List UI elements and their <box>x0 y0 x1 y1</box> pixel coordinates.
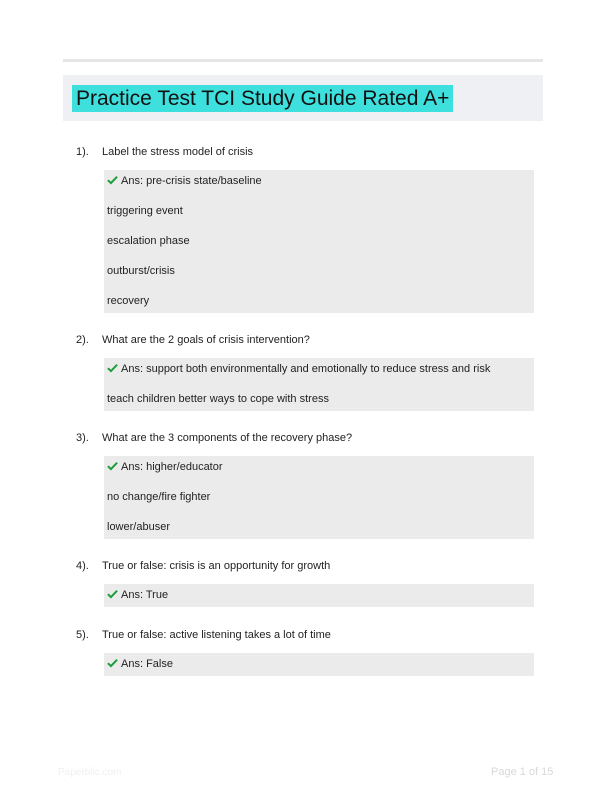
answer-box <box>104 170 534 313</box>
check-icon <box>107 363 118 373</box>
answer-text: outburst/crisis <box>107 265 175 277</box>
answer-prefix: Ans: <box>121 461 147 473</box>
answer-text: no change/fire fighter <box>107 491 211 503</box>
question-number: 1). <box>76 146 89 158</box>
top-divider <box>63 59 543 62</box>
answer-box <box>104 358 534 411</box>
answer-text: lower/abuser <box>107 521 170 533</box>
answer-line-primary <box>107 656 173 672</box>
answer-line-primary <box>107 173 262 189</box>
answer-line-primary <box>107 587 168 603</box>
check-icon <box>107 175 118 185</box>
question-text: What are the 2 goals of crisis intervention? <box>102 334 310 346</box>
answer-line <box>107 203 183 219</box>
answer-box <box>104 584 534 607</box>
answer-prefix: Ans: <box>121 658 147 670</box>
question-number: 4). <box>76 560 89 572</box>
answer-line <box>107 263 175 279</box>
question-text: Label the stress model of crisis <box>102 146 254 158</box>
answer-text: escalation phase <box>107 235 190 247</box>
answer-box <box>104 653 534 676</box>
answer-text: recovery <box>107 295 150 307</box>
page-title: Practice Test TCI Study Guide Rated A+ <box>72 85 453 112</box>
question-number: 3). <box>76 432 89 444</box>
check-icon <box>107 461 118 471</box>
answer-text: higher/educator <box>146 461 223 473</box>
answer-line <box>107 293 149 309</box>
answer-line <box>107 233 190 249</box>
answer-text: pre-crisis state/baseline <box>146 175 262 187</box>
title-band <box>63 75 543 121</box>
answer-text: triggering event <box>107 205 183 217</box>
answer-text: False <box>146 658 173 670</box>
answer-line-primary <box>107 361 490 377</box>
answer-text: support both environmentally and emotionally to reduce stress and risk <box>146 363 491 375</box>
question-text: What are the 3 components of the recovery phase? <box>102 432 353 444</box>
footer-watermark: Paperblic.com <box>58 767 122 778</box>
check-icon <box>107 589 118 599</box>
question-number: 5). <box>76 629 89 641</box>
answer-prefix: Ans: <box>121 589 146 601</box>
answer-text: True <box>145 589 169 601</box>
answer-box <box>104 456 534 539</box>
answer-text: teach children better ways to cope with stress <box>107 393 329 405</box>
question-text: True or false: active listening takes a lot of time <box>102 629 331 641</box>
page-number: Page 1 of 15 <box>491 766 554 778</box>
answer-line <box>107 489 210 505</box>
answer-prefix: Ans: <box>121 363 147 375</box>
question-number: 2). <box>76 334 89 346</box>
answer-line-primary <box>107 459 223 475</box>
check-icon <box>107 658 118 668</box>
answer-line <box>107 391 329 407</box>
question-text: True or false: crisis is an opportunity for growth <box>102 560 331 572</box>
answer-line <box>107 519 170 535</box>
answer-prefix: Ans: <box>121 175 147 187</box>
